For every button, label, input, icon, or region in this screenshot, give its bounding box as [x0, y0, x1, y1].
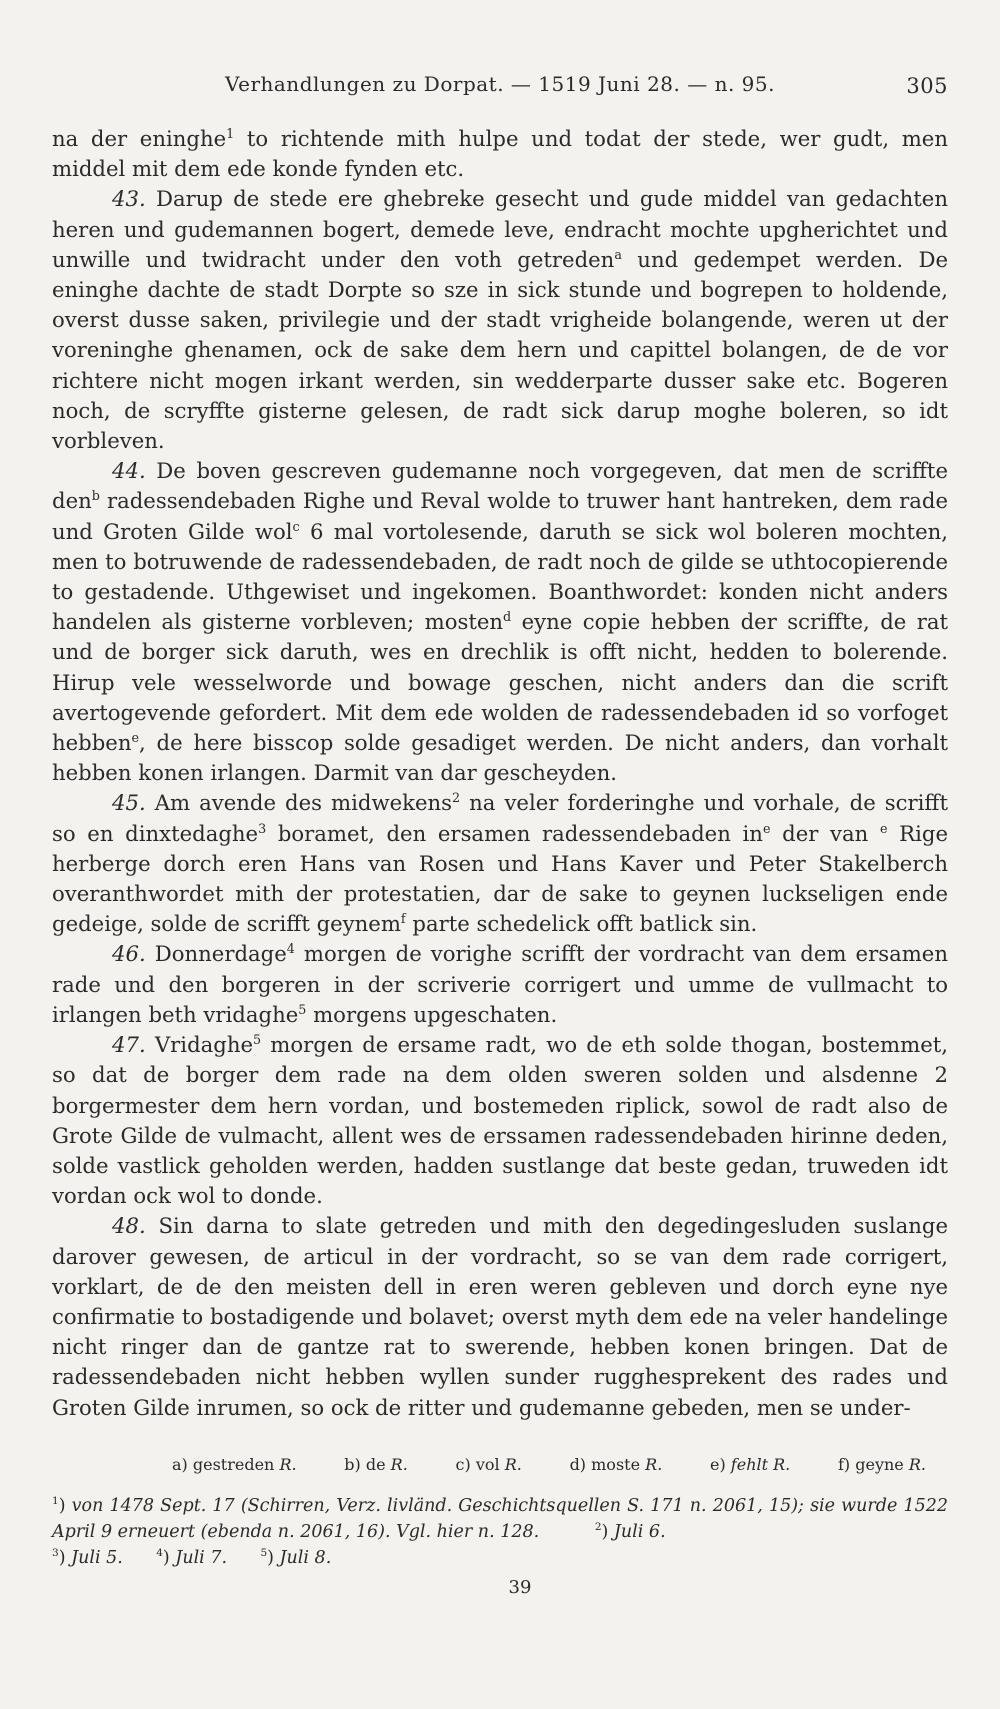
variant-note: d) moste R. — [569, 1454, 663, 1474]
footnote-4: $^4$) Juli 7. — [156, 1546, 228, 1568]
paragraph-43: 43. Darup de stede ere ghebreke gesecht und gude middel van gedachten heren und gudemannen bogert, demede leve, endracht mochte upgherichtet und unwille und twidracht under den voth getreden$^a$ und gedempet werden. De eninghe dachte de stadt Dorpte so sze in sick stunde und bogrepen to holdende, overst dusse saken, privilegie und der stadt vrigheide bolangende, weren ut der voreninghe ghenamen, ock de sake dem hern und capittel bolangen, de de vor richtere nicht mogen irkant werden, sin wedderparte dusser sake etc. Bogeren noch, de scryffte gisterne gelesen, de radt sick darup moghe boleren, so idt vorbleven. — [52, 186, 948, 454]
variant-ref: b — [91, 488, 100, 504]
variant-ref: e — [879, 820, 888, 836]
paragraph-number: 43. — [112, 186, 146, 212]
variant-note: c) vol R. — [455, 1454, 522, 1474]
signature-mark: 39 — [508, 1576, 532, 1598]
paragraph-46: 46. Donnerdage$^4$ morgen de vorighe scrifft der vordracht van dem ersamen rade und den borgeren in der scriverie corrigert und umme de vullmacht to irlangen beth vridaghe$^5$ morgens upgeschaten. — [52, 941, 948, 1027]
footnote-ref: 1 — [226, 125, 235, 141]
paragraph-number: 47. — [112, 1032, 146, 1058]
page-number: 305 — [906, 74, 948, 98]
paragraph-continuation: na der eninghe$^1$ to richtende mith hulpe und todat der stede, wer gudt, men middel mit dem ede konde fynden etc. — [52, 125, 948, 182]
running-title: Verhandlungen zu Dorpat. — 1519 Juni 28. — n. 95. — [225, 72, 775, 96]
variant-note: e) fehlt R. — [710, 1454, 791, 1474]
footnote-ref: 5 — [298, 1001, 307, 1017]
paragraph-44: 44. De boven gescreven gudemanne noch vorgegeven, dat men de scriffte den$^b$ radessendebaden Righe und Reval wolde to truwer hant hantreken, dem rade und Groten Gilde wol$^c$ 6 mal vortolesende, daruth se sick wol boleren mochten, men to botruwende de radessendebaden, de radt noch de gilde se uthtocopierende to gestadende. Uthgewiset und ingekomen. Boanthwordet: konden nicht anders handelen als gisterne vorbleven; mosten$^d$ eyne copie hebben der scriffte, de rat und de borger sick daruth, wes en drechlik is offt nicht, hedden to bolerende. Hirup vele wesselworde und bowage geschen, nicht anders dan die scrift avertogevende gefordert. Mit dem ede wolden de radessendebaden id so vorfoget hebben$^e$, de here bisscop solde gesadiget werden. De nicht anders, dan vorhalt hebben konen irlangen. Darmit van dar gescheyden. — [52, 458, 949, 786]
footnote-5: $^5$) Juli 8. — [260, 1546, 332, 1568]
paragraph-47: 47. Vridaghe$^5$ morgen de ersame radt, wo de eth solde thogan, bostemmet, so dat de borger dem rade na dem olden sweren solden und alsdenne 2 borgermester dem hern vordan, und bostemeden riplick, sowol de radt also de Grote Gilde de vulmacht, allent wes de erssamen radessendebaden hirinne deden, solde vastlick geholden werden, hadden sustlange dat beste gedan, truweden idt vordan ock wol to donde. — [52, 1032, 948, 1209]
running-header — [52, 64, 948, 104]
variant-note: f) geyne R. — [837, 1454, 926, 1474]
variant-ref: e — [131, 730, 140, 745]
paragraph-number: 44. — [112, 458, 146, 484]
variant-ref: f — [400, 911, 406, 927]
footnote-ref: 5 — [253, 1032, 262, 1048]
variant-note: b) de R. — [344, 1454, 408, 1474]
main-text — [52, 124, 948, 1423]
variant-ref: e — [762, 820, 771, 836]
variant-ref: c — [292, 518, 300, 534]
footnote-3: $^3$) Juli 5. — [52, 1546, 123, 1568]
footnote-1: $^1$) von 1478 Sept. 17 (Schirren, Verz. livländ. Geschichtsquellen S. 171 n. 2061, 15); sie wurde 1522 April 9 erneuert (ebenda n. 2061, 16). Vgl. hier n. 128. — [52, 1494, 948, 1542]
variant-ref: d — [503, 609, 512, 625]
variant-apparatus — [52, 1455, 948, 1474]
variant-note: a) gestreden R. — [172, 1454, 297, 1474]
paragraph-number: 45. — [112, 790, 146, 816]
footnote-ref: 2 — [452, 790, 461, 806]
footnote-ref: 4 — [286, 941, 295, 957]
footnote-2: $^2$) Juli 6. — [594, 1520, 666, 1542]
footnotes — [52, 1493, 948, 1571]
paragraph-number: 46. — [112, 941, 146, 967]
footnote-ref: 3 — [258, 820, 267, 836]
variant-ref: a — [614, 246, 622, 262]
paragraph-45: 45. Am avende des midwekens$^2$ na veler forderinghe und vorhale, de scrifft so en dinxtedaghe$^3$ boramet, den ersamen radessendebaden $in^e$ der van $^e$ Rige herberge dorch eren Hans van Rosen und Hans Kaver und Peter Stakelberch overanthwordet mith der protestatien, dar de sake to geynen luckseligen ende gedeige, solde de scrifft geynem$^f$ parte schedelick offt batlick sin. — [52, 790, 948, 937]
paragraph-number: 48. — [112, 1213, 146, 1239]
paragraph-48: 48. Sin darna to slate getreden und mith den degedingesluden suslange darover gewesen, de articul in der vordracht, so se van dem rade corrigert, vorklart, de de den meisten dell in eren weren gebleven und dorch eyne nye confirmatie to bostadigende und bolavet; overst myth dem ede na veler handelinge nicht ringer dan de gantze rat to swerende, hebben konen bringen. Dat de radessendebaden nicht hebben wyllen sunder rugghesprekent des rades und Groten Gilde inrumen, so ock de ritter und gudemanne gebeden, men se under- — [52, 1213, 948, 1420]
